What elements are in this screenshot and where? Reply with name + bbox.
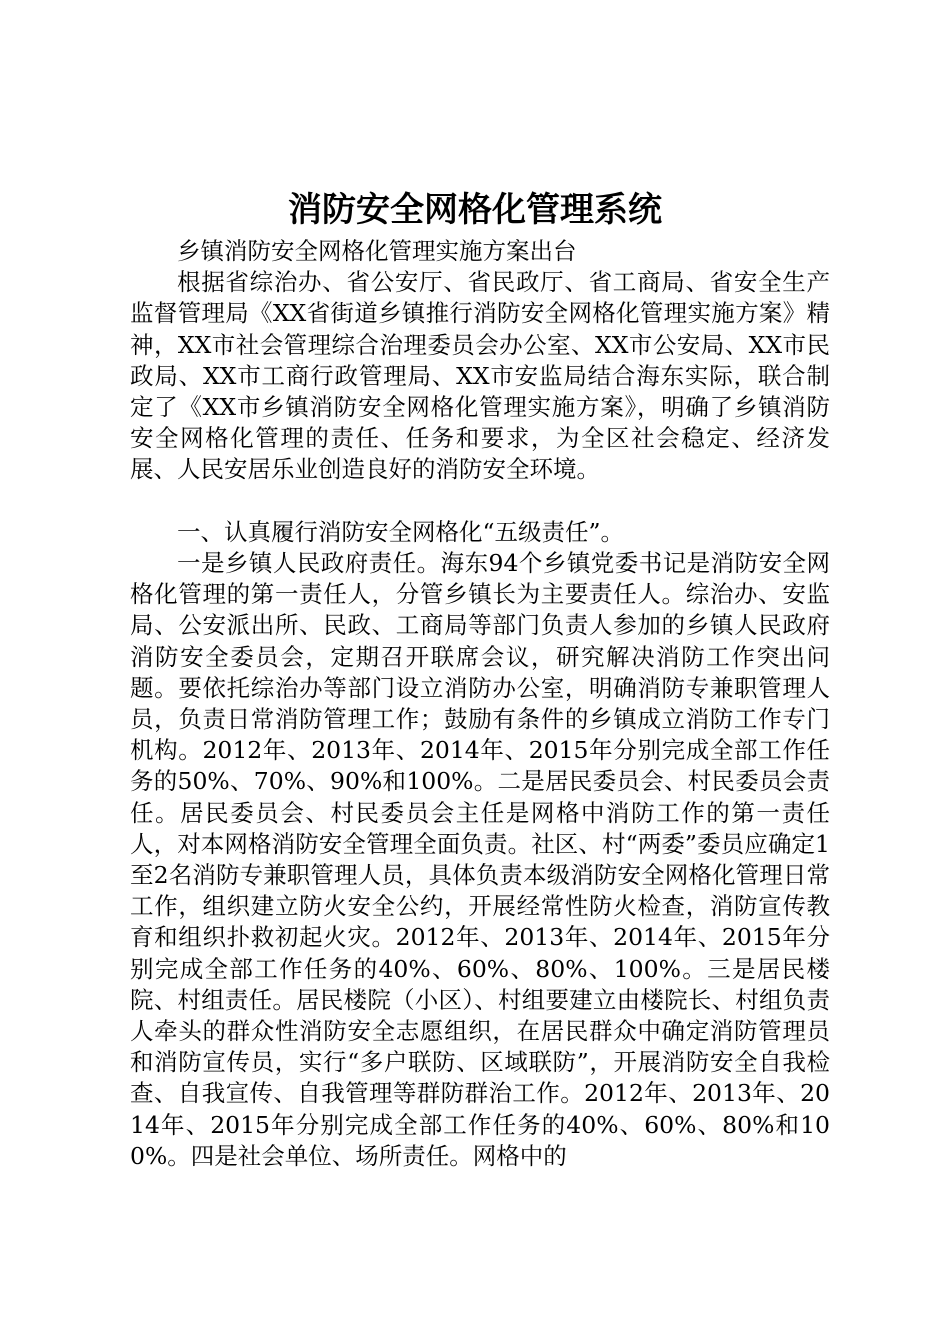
document-body [130,236,830,1172]
section-heading: 一、认真履行消防安全网格化“五级责任”。 [177,517,625,546]
paragraph-spacer [130,486,830,517]
paragraph-subtitle: 乡镇消防安全网格化管理实施方案出台 [177,237,577,265]
paragraph-intro: 根据省综治办、省公安厅、省民政厅、省工商局、省安全生产监督管理局《XX省街道乡镇推行消防安全网格化管理实施方案》精神，XX市社会管理综合治理委员会办公室、XX市公安局、XX市民政局、XX市工商行政管理局、XX市安监局结合海东实际，联合制定了《XX市乡镇消防安全网格化管理实施方案》，明确了乡镇消防安全网格化管理的责任、任务和要求，为全区社会稳定、经济发展、人民安居乐业创造良好的消防安全环境。 [130,268,830,484]
document-title: 消防安全网格化管理系统 [288,190,662,230]
paragraph-responsibilities: 一是乡镇人民政府责任。海东94个乡镇党委书记是消防安全网格化管理的第一责任人，分管乡镇长为主要责任人。综治办、安监局、公安派出所、民政、工商局等部门负责人参加的乡镇人民政府消防安全委员会，定期召开联席会议，研究解决消防工作突出问题。要依托综治办等部门设立消防办公室，明确消防专兼职管理人员，负责日常消防管理工作；鼓励有条件的乡镇成立消防工作专门机构。2012年、2013年、2014年、2015年分别完成全部工作任务的50%、70%、90%和100%。二是居民委员会、村民委员会责任。居民委员会、村民委员会主任是网格中消防工作的第一责任人，对本网格消防安全管理全面负责。社区、村“两委”委员应确定1至2名消防专兼职管理人员，具体负责本级消防安全网格化管理日常工作，组织建立防火安全公约，开展经常性防火检查，消防宣传教育和组织扑救初起火灾。2012年、2013年、2014年、2015年分别完成全部工作任务的40%、60%、80%、100%。三是居民楼院、村组责任。居民楼院（小区）、村组要建立由楼院长、村组负责人牵头的群众性消防安全志愿组织，在居民群众中确定消防管理员和消防宣传员，实行“多户联防、区域联防”，开展消防安全自我检查、自我宣传、自我管理等群防群治工作。2012年、2013年、2014年、2015年分别完成全部工作任务的40%、60%、80%和100%。四是社会单位、场所责任。网格中的 [130,549,830,1170]
